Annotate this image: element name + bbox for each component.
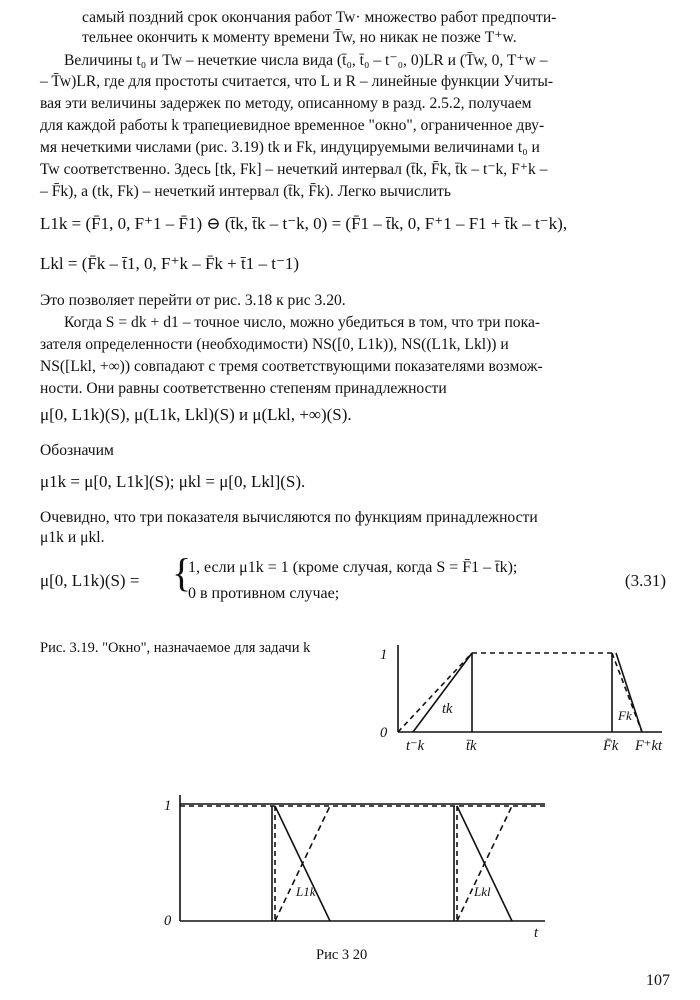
text-line: для каждой работы k трапециевидное временное "окно", ограниченное дву- [40, 117, 545, 134]
curve-label-Fk: Fk [618, 708, 632, 723]
text-line: Величины t₀ и Tw – нечеткие числа вида (t̄₀, t̄₀ – t⁻₀, 0)LR и (T̄w, 0, T⁺w – [64, 52, 548, 69]
text-line: зателя определенности (необходимости) NS([0, L1k)), NS((L1k, Lkl)) и [40, 336, 509, 353]
equation-mu-definitions: μ1k = μ[0, L1k](S); μkl = μ[0, Lkl](S). [40, 472, 306, 491]
x-axis-t: t [658, 738, 663, 754]
x-tick-F-bar: F̄k [603, 738, 619, 754]
rise-solid [413, 653, 472, 732]
Lkl-rising-dashed [457, 806, 512, 921]
equation-Lkl: Lkl = (F̄k – t̄1, 0, F⁺k – F̄k + t̄1 – t⁻1) [40, 254, 300, 273]
x-tick-t-minus: t⁻k [406, 738, 425, 754]
text-line: тельнее окончить к моменту времени T̄w, но никак не позже T⁺w. [82, 29, 517, 46]
text-line: самый поздний срок окончания работ Tw· множество работ предпочти- [82, 9, 557, 26]
text-line: Tw соответственно. Здесь [tk, Fk] – нечеткий интервал (t̄k, F̄k, t̄k – t⁻k, F⁺k – [40, 161, 548, 178]
rise-dashed [398, 653, 472, 732]
Lkl-falling [457, 806, 512, 921]
text-line: ности. Они равны соответственно степеням принадлежности [40, 380, 447, 397]
brace: { [172, 550, 192, 595]
figure-3-20-caption: Рис 3 20 [316, 947, 368, 963]
equation-3-31-case2: 0 в противном случае; [188, 585, 340, 602]
L1k-rising-dashed [275, 806, 330, 921]
equation-3-31-lhs: μ[0, L1k)(S) = [40, 571, 140, 590]
text-line: – T̄w)LR, где для простоты считается, что L и R – линейные функции Учиты- [40, 73, 554, 90]
text-line: мя нечеткими числами (рис. 3.19) tk и Fk, индуцируемыми величинами t₀ и [40, 139, 540, 156]
y-label-zero: 0 [380, 725, 388, 741]
page-number: 107 [646, 972, 670, 989]
text-line: NS([Lkl, +∞)) совпадают с тремя соответствующими показателями возмож- [40, 358, 543, 375]
equation-3-31-case1: 1, если μ1k = 1 (кроме случая, когда S = F̄1 – t̄k); [188, 559, 518, 576]
x-tick-F-plus: F⁺k [635, 738, 658, 754]
text-line: μ1k и μkl. [40, 529, 105, 546]
curve-label-tk: tk [442, 701, 453, 717]
y-label-zero: 0 [164, 913, 172, 929]
text-line: Очевидно, что три показателя вычисляются по функциям принадлежности [40, 509, 538, 526]
curve-label-L1k: L1k [296, 884, 316, 899]
figure-3-19-caption: Рис. 3.19. "Окно", назначаемое для задачи k [40, 640, 311, 656]
y-label-one: 1 [164, 798, 172, 814]
L1k-falling [275, 806, 330, 921]
equation-L1k: L1k = (F̄1, 0, F⁺1 – F̄1) ⊖ (t̄k, t̄k – t⁻k, 0) = (F̄1 – t̄k, 0, F⁺1 – F1 + t̄k – t⁻k), [40, 214, 568, 233]
y-label-one: 1 [380, 647, 388, 663]
text-line: Когда S = dk + d1 – точное число, можно убедиться в том, что три пока- [64, 314, 541, 331]
text-line: Обозначим [40, 442, 114, 459]
x-tick-t-bar: t̄k [466, 738, 477, 754]
equation-mu-set: μ[0, L1k)(S), μ(L1k, Lkl)(S) и μ(Lkl, +∞)(S). [40, 405, 352, 424]
text-line: Это позволяет перейти от рис. 3.18 к рис 3.20. [40, 292, 346, 309]
text-line: вая эти величины задержек по методу, описанному в разд. 2.5.2, получаем [40, 95, 532, 112]
equation-number: (3.31) [624, 571, 666, 590]
curve-label-Lkl: Lkl [474, 884, 491, 899]
text-line: – F̄k), а (tk, Fk) – нечеткий интервал (t̄k, F̄k). Легко вычислить [40, 183, 451, 200]
x-axis-t: t [534, 925, 539, 941]
